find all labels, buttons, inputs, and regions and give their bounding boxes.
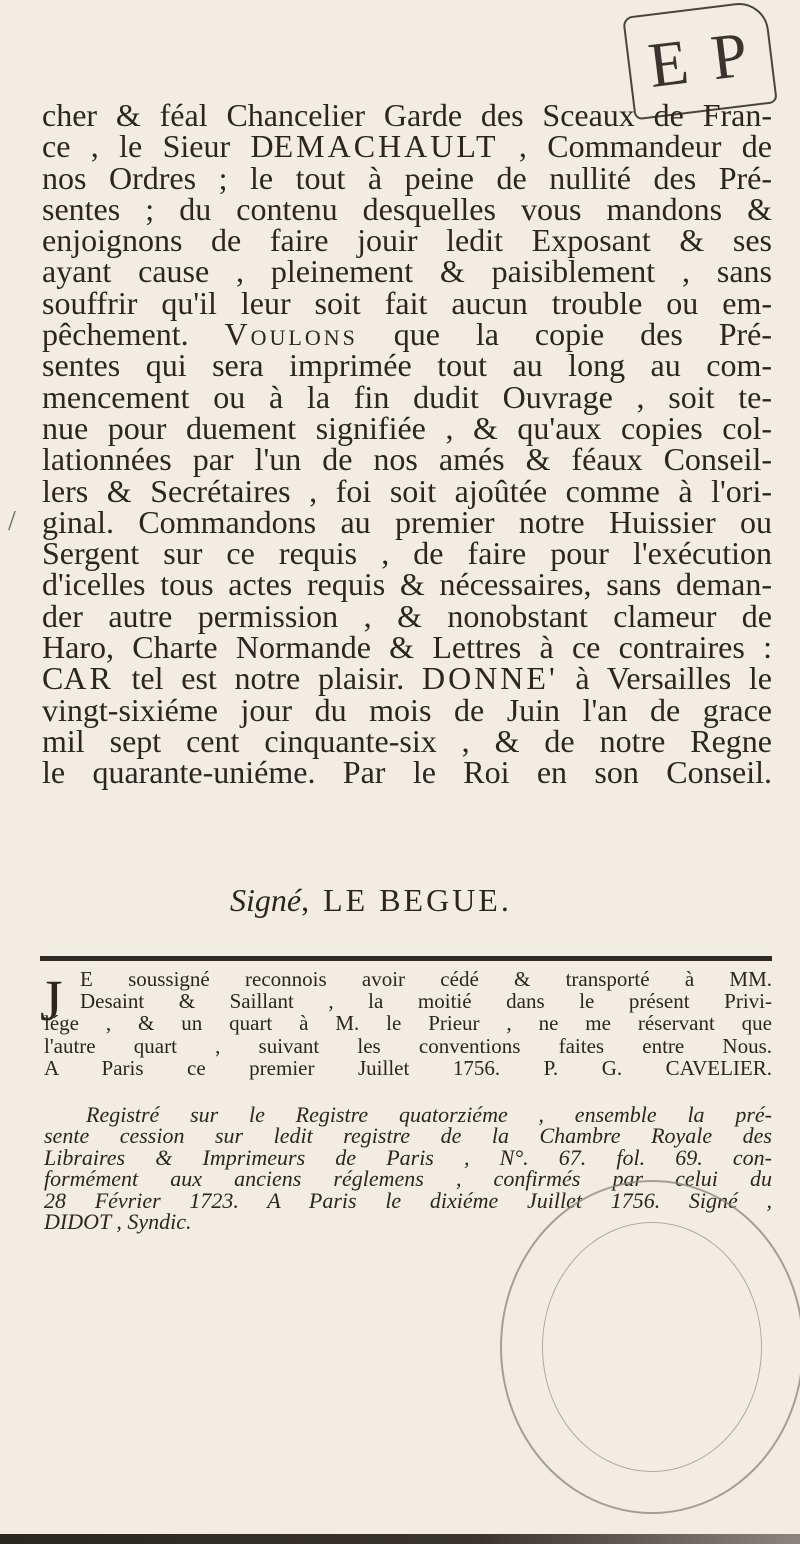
- text-line: cher & féal Chancelier Garde des Sceaux de Fran-: [42, 97, 772, 133]
- text-line: Haro, Charte Normande & Lettres à ce contraires :: [42, 629, 772, 666]
- text-line: ayant cause , pleinement & paisiblement , sans: [42, 253, 772, 290]
- cession-text: [40, 967, 772, 1080]
- text-line: Desaint & Saillant , la moitié dans le présent Privi-: [80, 989, 772, 1014]
- text-line: CAR tel est notre plaisir. DONNE' à Versailles le: [42, 660, 773, 697]
- text-line: nos Ordres ; le tout à peine de nullité des Pré-: [42, 159, 772, 196]
- text-line: Registré sur le Registre quatorziéme , ensemble la pré-: [86, 1102, 772, 1127]
- signe-label: Signé: [230, 882, 302, 918]
- library-stamp-text: E P: [644, 18, 756, 101]
- margin-mark: /: [8, 506, 16, 537]
- text-line: sente cession sur ledit registre de la Chambre Royale des: [44, 1123, 772, 1149]
- text-line: l'autre quart , suivant les conventions faites entre Nous.: [44, 1033, 772, 1058]
- text-line: DIDOT , Syndic.: [44, 1208, 192, 1234]
- text-line: mil sept cent cinquante-six , & de notre Regne: [42, 722, 772, 759]
- text-line: mencement ou à la fin dudit Ouvrage , soit te-: [42, 378, 772, 415]
- text-line: nue pour duement signifiée , & qu'aux copies col-: [42, 409, 772, 446]
- text-line: E soussigné reconnois avoir cédé & transporté à MM.: [80, 967, 772, 991]
- text-line: formément aux anciens réglemens , confirmés par celui du: [44, 1166, 772, 1192]
- text-line: sentes qui sera imprimée tout au long au com-: [42, 347, 772, 384]
- text-line: ginal. Commandons au premier notre Huissier ou: [42, 503, 772, 540]
- drop-cap: J: [40, 968, 63, 1033]
- text-line: souffrir qu'il leur soit fait aucun trouble ou em-: [42, 284, 772, 321]
- text-line: lége , & un quart à M. le Prieur , ne me réservant que: [44, 1011, 772, 1036]
- divider-rule: [40, 956, 772, 961]
- text-line: Libraires & Imprimeurs de Paris , N°. 67. fol. 69. con-: [44, 1144, 772, 1170]
- text-line: der autre permission , & nonobstant clameur de: [42, 597, 772, 634]
- page-bottom-edge: [0, 1534, 800, 1544]
- text-line: pêchement. Voulons que la copie des Pré-: [42, 316, 773, 353]
- text-line: Sergent sur ce requis , de faire pour l'exécution: [42, 535, 772, 572]
- text-line: d'icelles tous actes requis & nécessaires, sans deman-: [42, 566, 772, 603]
- text-line: lers & Secrétaires , foi soit ajoûtée comme à l'ori-: [42, 472, 772, 509]
- round-library-stamp: [500, 1180, 800, 1514]
- text-line: 28 Février 1723. A Paris le dixiéme Juillet 1756. Signé ,: [44, 1187, 772, 1213]
- privilege-text: [42, 97, 773, 791]
- text-line: ce , le Sieur DEMACHAULT , Commandeur de: [42, 128, 772, 165]
- signer-name: , LE BEGUE.: [301, 882, 512, 918]
- text-line: enjoignons de faire jouir ledit Exposant & ses: [42, 222, 772, 259]
- signature-line: [230, 882, 512, 919]
- text-line: le quarante-uniéme. Par le Roi en son Conseil.: [42, 754, 772, 791]
- round-stamp-inner-ring: [542, 1222, 762, 1472]
- text-line: sentes ; du contenu desquelles vous mandons &: [42, 190, 772, 227]
- text-line: A Paris ce premier Juillet 1756. P. G. CAVELIER.: [44, 1055, 772, 1080]
- text-line: vingt-sixiéme jour du mois de Juin l'an de grace: [42, 691, 772, 728]
- text-line: lationnées par l'un de nos amés & féaux Conseil-: [42, 441, 772, 478]
